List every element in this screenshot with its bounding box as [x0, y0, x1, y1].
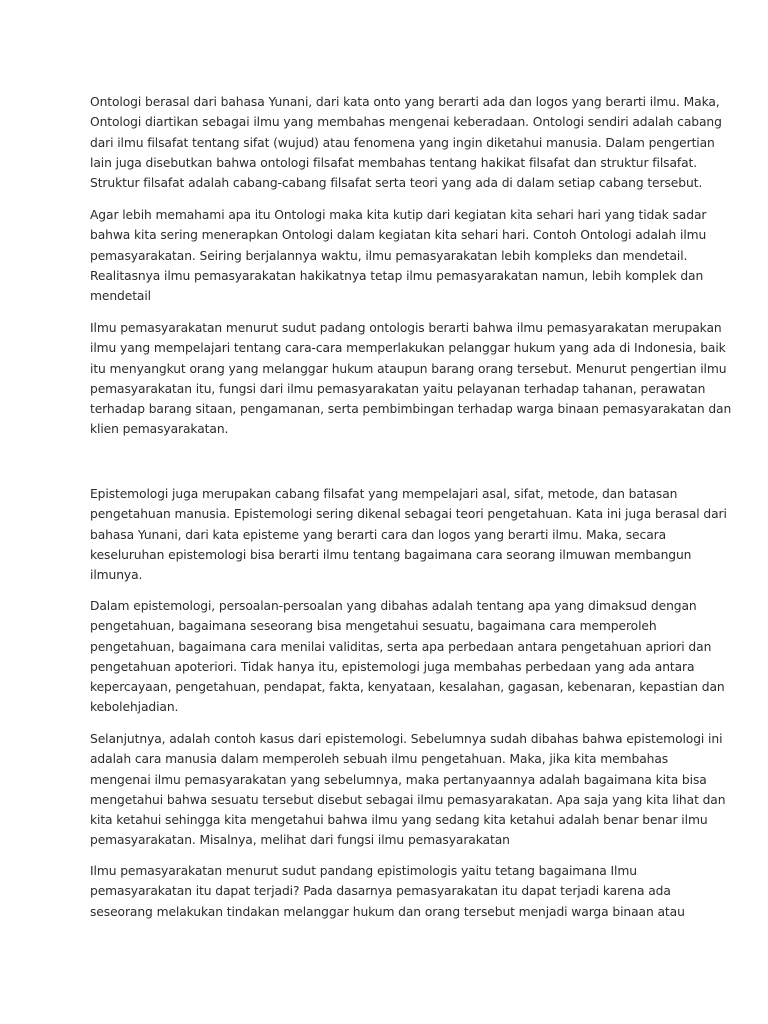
text-line: Ilmu pemasyarakatan menurut sudut pandang epistimologis yaitu tetang bagaimana Ilmu	[90, 864, 637, 878]
text-line: Struktur filsafat adalah cabang-cabang filsafat serta teori yang ada di dalam setiap cabang tersebut.	[90, 176, 703, 190]
text-line: kebolehjadian.	[90, 700, 179, 715]
text-line: pengetahuan manusia. Epistemologi sering dikenal sebagai teori pengetahuan. Kata ini juga berasal dari	[90, 507, 727, 522]
text-line: Ontologi diartikan sebagai ilmu yang membahas mengenai keberadaan. Ontologi sendiri adalah cabang	[90, 115, 722, 130]
text-line: mendetail	[90, 289, 151, 303]
text-line: Selanjutnya, adalah contoh kasus dari epistemologi. Sebelumnya sudah dibahas bahwa epistemologi ini	[90, 732, 723, 746]
text-line: ilmunya.	[90, 568, 143, 582]
text-line: dari ilmu filsafat tentang sifat (wujud) atau fenomena yang ingin diketahui manusia. Dalam pengertian	[90, 135, 715, 150]
text-line: pemasyarakatan. Seiring berjalannya waktu, ilmu pemasyarakatan lebih kompleks dan mendetail.	[90, 248, 688, 263]
text-line: mengenai ilmu pemasyarakatan yang sebelumnya, maka pertanyaannya adalah bagaimana kita bisa	[90, 772, 707, 787]
text-line: Ontologi berasal dari bahasa Yunani, dari kata onto yang berarti ada dan logos yang berarti ilmu. Maka,	[90, 95, 720, 109]
text-line: pemasyarakatan itu, fungsi dari ilmu pemasyarakatan yaitu pelayanan terhadap tahanan, perawatan	[90, 381, 706, 396]
text-line: Ilmu pemasyarakatan menurut sudut padang ontologis berarti bahwa ilmu pemasyarakatan merupakan	[90, 321, 722, 335]
text-line: pengetahuan apoteriori. Tidak hanya itu, epistemologi juga membahas perbedaan yang ada antara	[90, 659, 695, 674]
paragraph-ontologi-definition	[90, 92, 722, 193]
text-line: terhadap barang sitaan, pengamanan, serta pembimbingan terhadap warga binaan pemasyarakatan dan	[90, 402, 732, 416]
text-line: mengetahui bahwa sesuatu tersebut disebut sebagai ilmu pemasyarakatan. Apa saja yang kita lihat dan	[90, 792, 726, 807]
text-line: itu menyangkut orang yang melanggar hukum ataupun barang orang tersebut. Menurut pengertian ilmu	[90, 361, 727, 376]
paragraph-epistemologi-topics	[90, 596, 725, 718]
text-line: bahwa kita sering menerapkan Ontologi dalam kegiatan kita sehari hari. Contoh Ontologi adalah ilmu	[90, 228, 707, 243]
text-line: pemasyarakatan. Misalnya, melihat dari fungsi ilmu pemasyarakatan	[90, 833, 510, 848]
text-line: adalah cara manusia dalam memperoleh sebuah ilmu pengetahuan. Maka, jika kita membahas	[90, 752, 669, 767]
text-line: seseorang melakukan tindakan melanggar hukum dan orang tersebut menjadi warga binaan atau	[90, 904, 685, 919]
text-line: keseluruhan epistemologi bisa berarti ilmu tentang bagaimana cara seorang ilmuwan membangun	[90, 547, 692, 562]
text-line: Agar lebih memahami apa itu Ontologi maka kita kutip dari kegiatan kita sehari hari yang tidak sadar	[90, 208, 707, 222]
paragraph-epistemologi-definition	[90, 484, 727, 585]
text-line: pengetahuan, bagaimana cara menilai validitas, serta apa perbedaan antara pengetahuan apriori dan	[90, 639, 712, 654]
text-line: Dalam epistemologi, persoalan-persoalan yang dibahas adalah tentang apa yang dimaksud dengan	[90, 599, 697, 613]
text-line: Realitasnya ilmu pemasyarakatan hakikatnya tetap ilmu pemasyarakatan namun, lebih komplek dan	[90, 268, 704, 283]
paragraph-epistemologi-example	[90, 729, 726, 851]
paragraph-epistemologi-pemasyarakatan	[90, 861, 690, 922]
text-line: lain juga disebutkan bahwa ontologi filsafat membahas tentang hakikat filsafat dan struktur filsafat.	[90, 155, 698, 170]
paragraph-ontologi-example	[90, 205, 707, 306]
text-line: kepercayaan, pengetahuan, pendapat, fakta, kenyataan, kesalahan, gagasan, kebenaran, kepastian dan	[90, 680, 725, 694]
text-line: klien pemasyarakatan.	[90, 422, 229, 437]
text-line: pengetahuan, bagaimana seseorang bisa mengetahui sesuatu, bagaimana cara memperoleh	[90, 619, 657, 634]
text-line: Epistemologi juga merupakan cabang filsafat yang mempelajari asal, sifat, metode, dan batasan	[90, 487, 678, 501]
text-line: pemasyarakatan itu dapat terjadi? Pada dasarnya pemasyarakatan itu dapat terjadi karena ada	[90, 884, 671, 899]
text-line: ilmu yang mempelajari tentang cara-cara memperlakukan pelanggar hukum yang ada di Indonesia, baik	[90, 341, 726, 356]
text-line: kita ketahui sehingga kita mengetahui bahwa ilmu yang sedang kita ketahui adalah benar benar ilmu	[90, 813, 708, 827]
text-line: bahasa Yunani, dari kata episteme yang berarti cara dan logos yang berarti ilmu. Maka, secara	[90, 527, 667, 542]
paragraph-ontologi-pemasyarakatan	[90, 318, 732, 440]
